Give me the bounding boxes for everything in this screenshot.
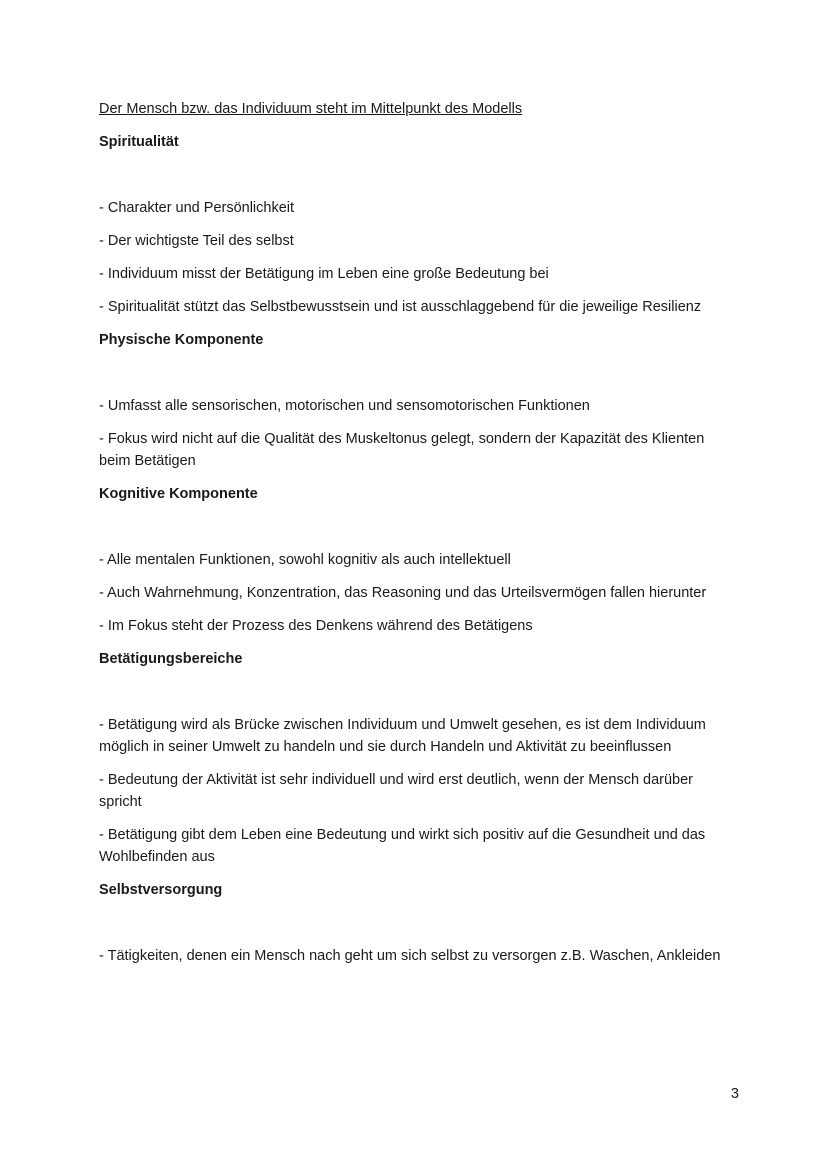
bullet-item: - Betätigung wird als Brücke zwischen Individuum und Umwelt gesehen, es ist dem Individuum möglich in seiner Umwelt zu handeln und sie durch Handeln und Aktivität zu beeinflussen: [99, 717, 706, 755]
bullet-item: - Fokus wird nicht auf die Qualität des Muskeltonus gelegt, sondern der Kapazität des Klienten beim Betätigen: [99, 431, 705, 469]
bullet-item: - Umfasst alle sensorischen, motorischen und sensomotorischen Funktionen: [99, 398, 590, 414]
bullet-item: - Charakter und Persönlichkeit: [99, 200, 295, 216]
section-heading: Spiritualität: [99, 134, 179, 150]
bullet-item: - Individuum misst der Betätigung im Leben eine große Bedeutung bei: [99, 266, 549, 282]
section-bullets: [99, 714, 739, 868]
intro-line: Der Mensch bzw. das Individuum steht im Mittelpunkt des Modells: [99, 101, 523, 117]
bullet-item: - Der wichtigste Teil des selbst: [99, 233, 294, 249]
section-spiritualitaet: [99, 131, 739, 318]
document-page: [99, 98, 739, 978]
section-physische-komponente: [99, 329, 739, 472]
bullet-item: - Spiritualität stützt das Selbstbewusstsein und ist ausschlaggebend für die jeweilige Resilienz: [99, 299, 702, 315]
bullet-item: - Betätigung gibt dem Leben eine Bedeutung und wirkt sich positiv auf die Gesundheit und das Wohlbefinden aus: [99, 827, 706, 865]
bullet-item: - Bedeutung der Aktivität ist sehr individuell und wird erst deutlich, wenn der Mensch darüber spricht: [99, 772, 694, 810]
section-betaetigungsbereiche: [99, 648, 739, 868]
section-heading: Betätigungsbereiche: [99, 651, 243, 667]
section-selbstversorgung: [99, 879, 739, 967]
page-number: 3: [730, 1086, 739, 1102]
section-heading: Kognitive Komponente: [99, 486, 258, 502]
section-bullets: [99, 197, 739, 318]
bullet-item: - Alle mentalen Funktionen, sowohl kognitiv als auch intellektuell: [99, 552, 511, 568]
bullet-item: - Auch Wahrnehmung, Konzentration, das Reasoning und das Urteilsvermögen fallen hierunter: [99, 585, 707, 601]
bullet-item: - Im Fokus steht der Prozess des Denkens während des Betätigens: [99, 618, 533, 634]
section-heading: Selbstversorgung: [99, 882, 223, 898]
section-kognitive-komponente: [99, 483, 739, 637]
section-bullets: [99, 395, 739, 472]
section-heading: Physische Komponente: [99, 332, 264, 348]
section-bullets: [99, 945, 739, 967]
bullet-item: - Tätigkeiten, denen ein Mensch nach geht um sich selbst zu versorgen z.B. Waschen, Ankleiden: [99, 948, 721, 964]
section-bullets: [99, 549, 739, 637]
